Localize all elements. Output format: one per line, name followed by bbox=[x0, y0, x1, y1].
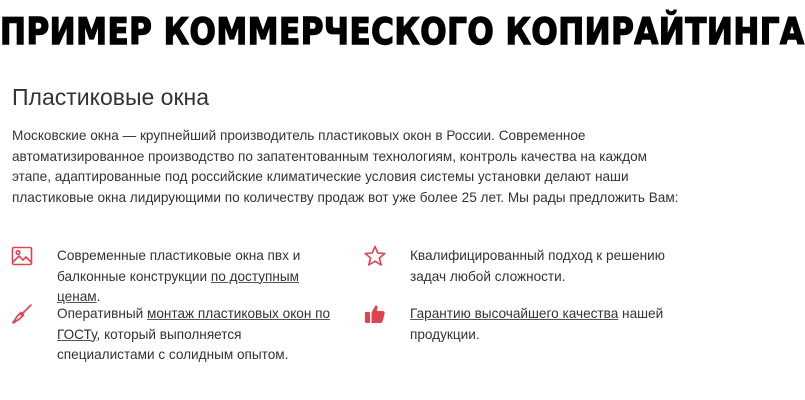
quality-link[interactable]: Гарантию высочайшего качества bbox=[410, 306, 619, 321]
feature-text-after: нашей продукции. bbox=[410, 306, 664, 342]
feature-text bbox=[57, 246, 340, 308]
prices-link[interactable]: по доступным ценам bbox=[57, 268, 299, 304]
thumbs-up-icon bbox=[363, 302, 387, 326]
brush-icon bbox=[10, 302, 34, 326]
feature-text bbox=[410, 304, 693, 345]
installation-link[interactable]: монтаж пластиковых окон по ГОСТу bbox=[57, 306, 331, 342]
feature-item-prices bbox=[10, 246, 340, 308]
feature-text-before: Современные пластиковые окна пвх и балконные конструкции bbox=[57, 248, 301, 284]
feature-text-after: . bbox=[96, 289, 101, 304]
feature-item-installation bbox=[10, 304, 340, 366]
feature-text bbox=[57, 304, 340, 366]
feature-item-approach bbox=[363, 246, 693, 287]
feature-text-after: , который выполняется специалистами с солидным опытом. bbox=[57, 326, 289, 362]
intro-paragraph: Московские окна — крупнейший производитель пластиковых окон в России. Современное автоматизированное производство по запатентованным технологиям, контроль качества на каждом этапе, адаптированные под российские климатические условия системы установки делают наши пластиковые окна лидирующими по количеству продаж вот уже более 25 лет. Мы рады предложить Вам: bbox=[12, 128, 679, 205]
star-icon bbox=[363, 244, 387, 268]
feature-text-before: Квалифицированный подход к решению задач любой сложности. bbox=[410, 248, 665, 284]
section-heading: Пластиковые окна bbox=[12, 84, 210, 110]
feature-item-quality bbox=[363, 304, 693, 345]
picture-icon bbox=[10, 244, 34, 268]
feature-text-before: Оперативный bbox=[57, 306, 148, 321]
feature-text bbox=[410, 246, 693, 287]
banner-title: ПРИМЕР КОММЕРЧЕСКОГО КОПИРАЙТИНГА bbox=[0, 10, 805, 54]
